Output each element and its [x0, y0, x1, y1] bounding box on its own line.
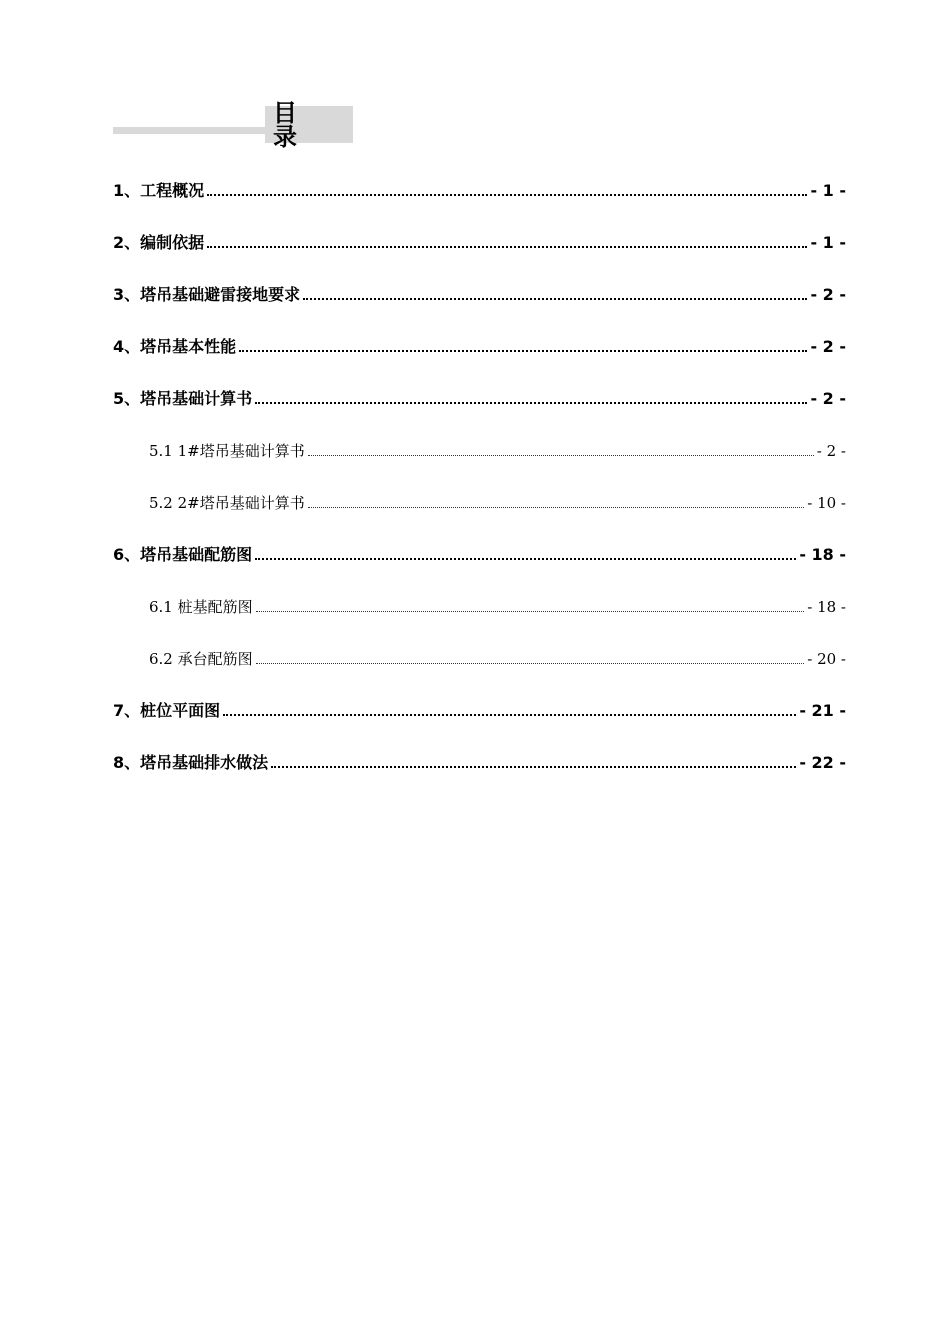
toc-entry-6-1[interactable] — [113, 583, 846, 635]
toc-entry-label: 5.1 1#塔吊基础计算书 — [149, 442, 305, 460]
toc-entry-label: 5、塔吊基础计算书 — [113, 389, 253, 408]
toc-entry-page: - 2 - — [810, 285, 846, 304]
toc-heading — [113, 98, 369, 151]
heading-box — [265, 98, 369, 151]
toc-entry-page: - 22 - — [799, 753, 846, 772]
toc-entry-6[interactable] — [113, 531, 846, 583]
toc-entry-page: - 1 - — [810, 181, 846, 200]
toc-entry-label: 6.2 承台配筋图 — [149, 650, 253, 668]
toc-entry-3[interactable] — [113, 271, 846, 323]
toc-dot-leader — [303, 298, 807, 300]
toc-entry-label: 8、塔吊基础排水做法 — [113, 753, 269, 772]
toc-entry-5-2[interactable] — [113, 479, 846, 531]
toc-entry-7[interactable] — [113, 687, 846, 739]
toc-entry-page: - 1 - — [810, 233, 846, 252]
toc-dot-leader — [255, 402, 807, 404]
toc-entry-label: 6、塔吊基础配筋图 — [113, 545, 253, 564]
toc-entry-page: - 10 - — [807, 494, 846, 512]
heading-underline-bar — [113, 127, 266, 134]
toc-entry-page: - 18 - — [807, 598, 846, 616]
toc-dot-leader — [239, 350, 807, 352]
toc-dot-leader — [256, 663, 805, 664]
page-title: 目 录 — [273, 98, 369, 151]
toc-entry-page: - 20 - — [807, 650, 846, 668]
toc-entry-8[interactable] — [113, 739, 846, 791]
toc-entry-label: 2、编制依据 — [113, 233, 205, 252]
toc-dot-leader — [256, 611, 805, 612]
toc-entry-label: 4、塔吊基本性能 — [113, 337, 237, 356]
toc-dot-leader — [255, 558, 796, 560]
toc-dot-leader — [207, 194, 807, 196]
toc-dot-leader — [207, 246, 807, 248]
toc-entry-5-1[interactable] — [113, 427, 846, 479]
toc-dot-leader — [308, 455, 814, 456]
toc-entry-1[interactable] — [113, 167, 846, 219]
toc-entry-label: 1、工程概况 — [113, 181, 205, 200]
toc-entry-2[interactable] — [113, 219, 846, 271]
toc-entry-page: - 21 - — [799, 701, 846, 720]
toc-dot-leader — [271, 766, 796, 768]
toc-entry-page: - 2 - — [810, 389, 846, 408]
toc-entry-label: 6.1 桩基配筋图 — [149, 598, 253, 616]
toc-entry-label: 5.2 2#塔吊基础计算书 — [149, 494, 305, 512]
toc-entry-label: 3、塔吊基础避雷接地要求 — [113, 285, 301, 304]
toc-entry-4[interactable] — [113, 323, 846, 375]
toc-entry-page: - 18 - — [799, 545, 846, 564]
toc-entry-label: 7、桩位平面图 — [113, 701, 221, 720]
toc-entry-page: - 2 - — [810, 337, 846, 356]
table-of-contents — [113, 167, 846, 791]
toc-dot-leader — [223, 714, 796, 716]
toc-entry-5[interactable] — [113, 375, 846, 427]
toc-dot-leader — [308, 507, 804, 508]
toc-entry-6-2[interactable] — [113, 635, 846, 687]
toc-entry-page: - 2 - — [816, 442, 846, 460]
